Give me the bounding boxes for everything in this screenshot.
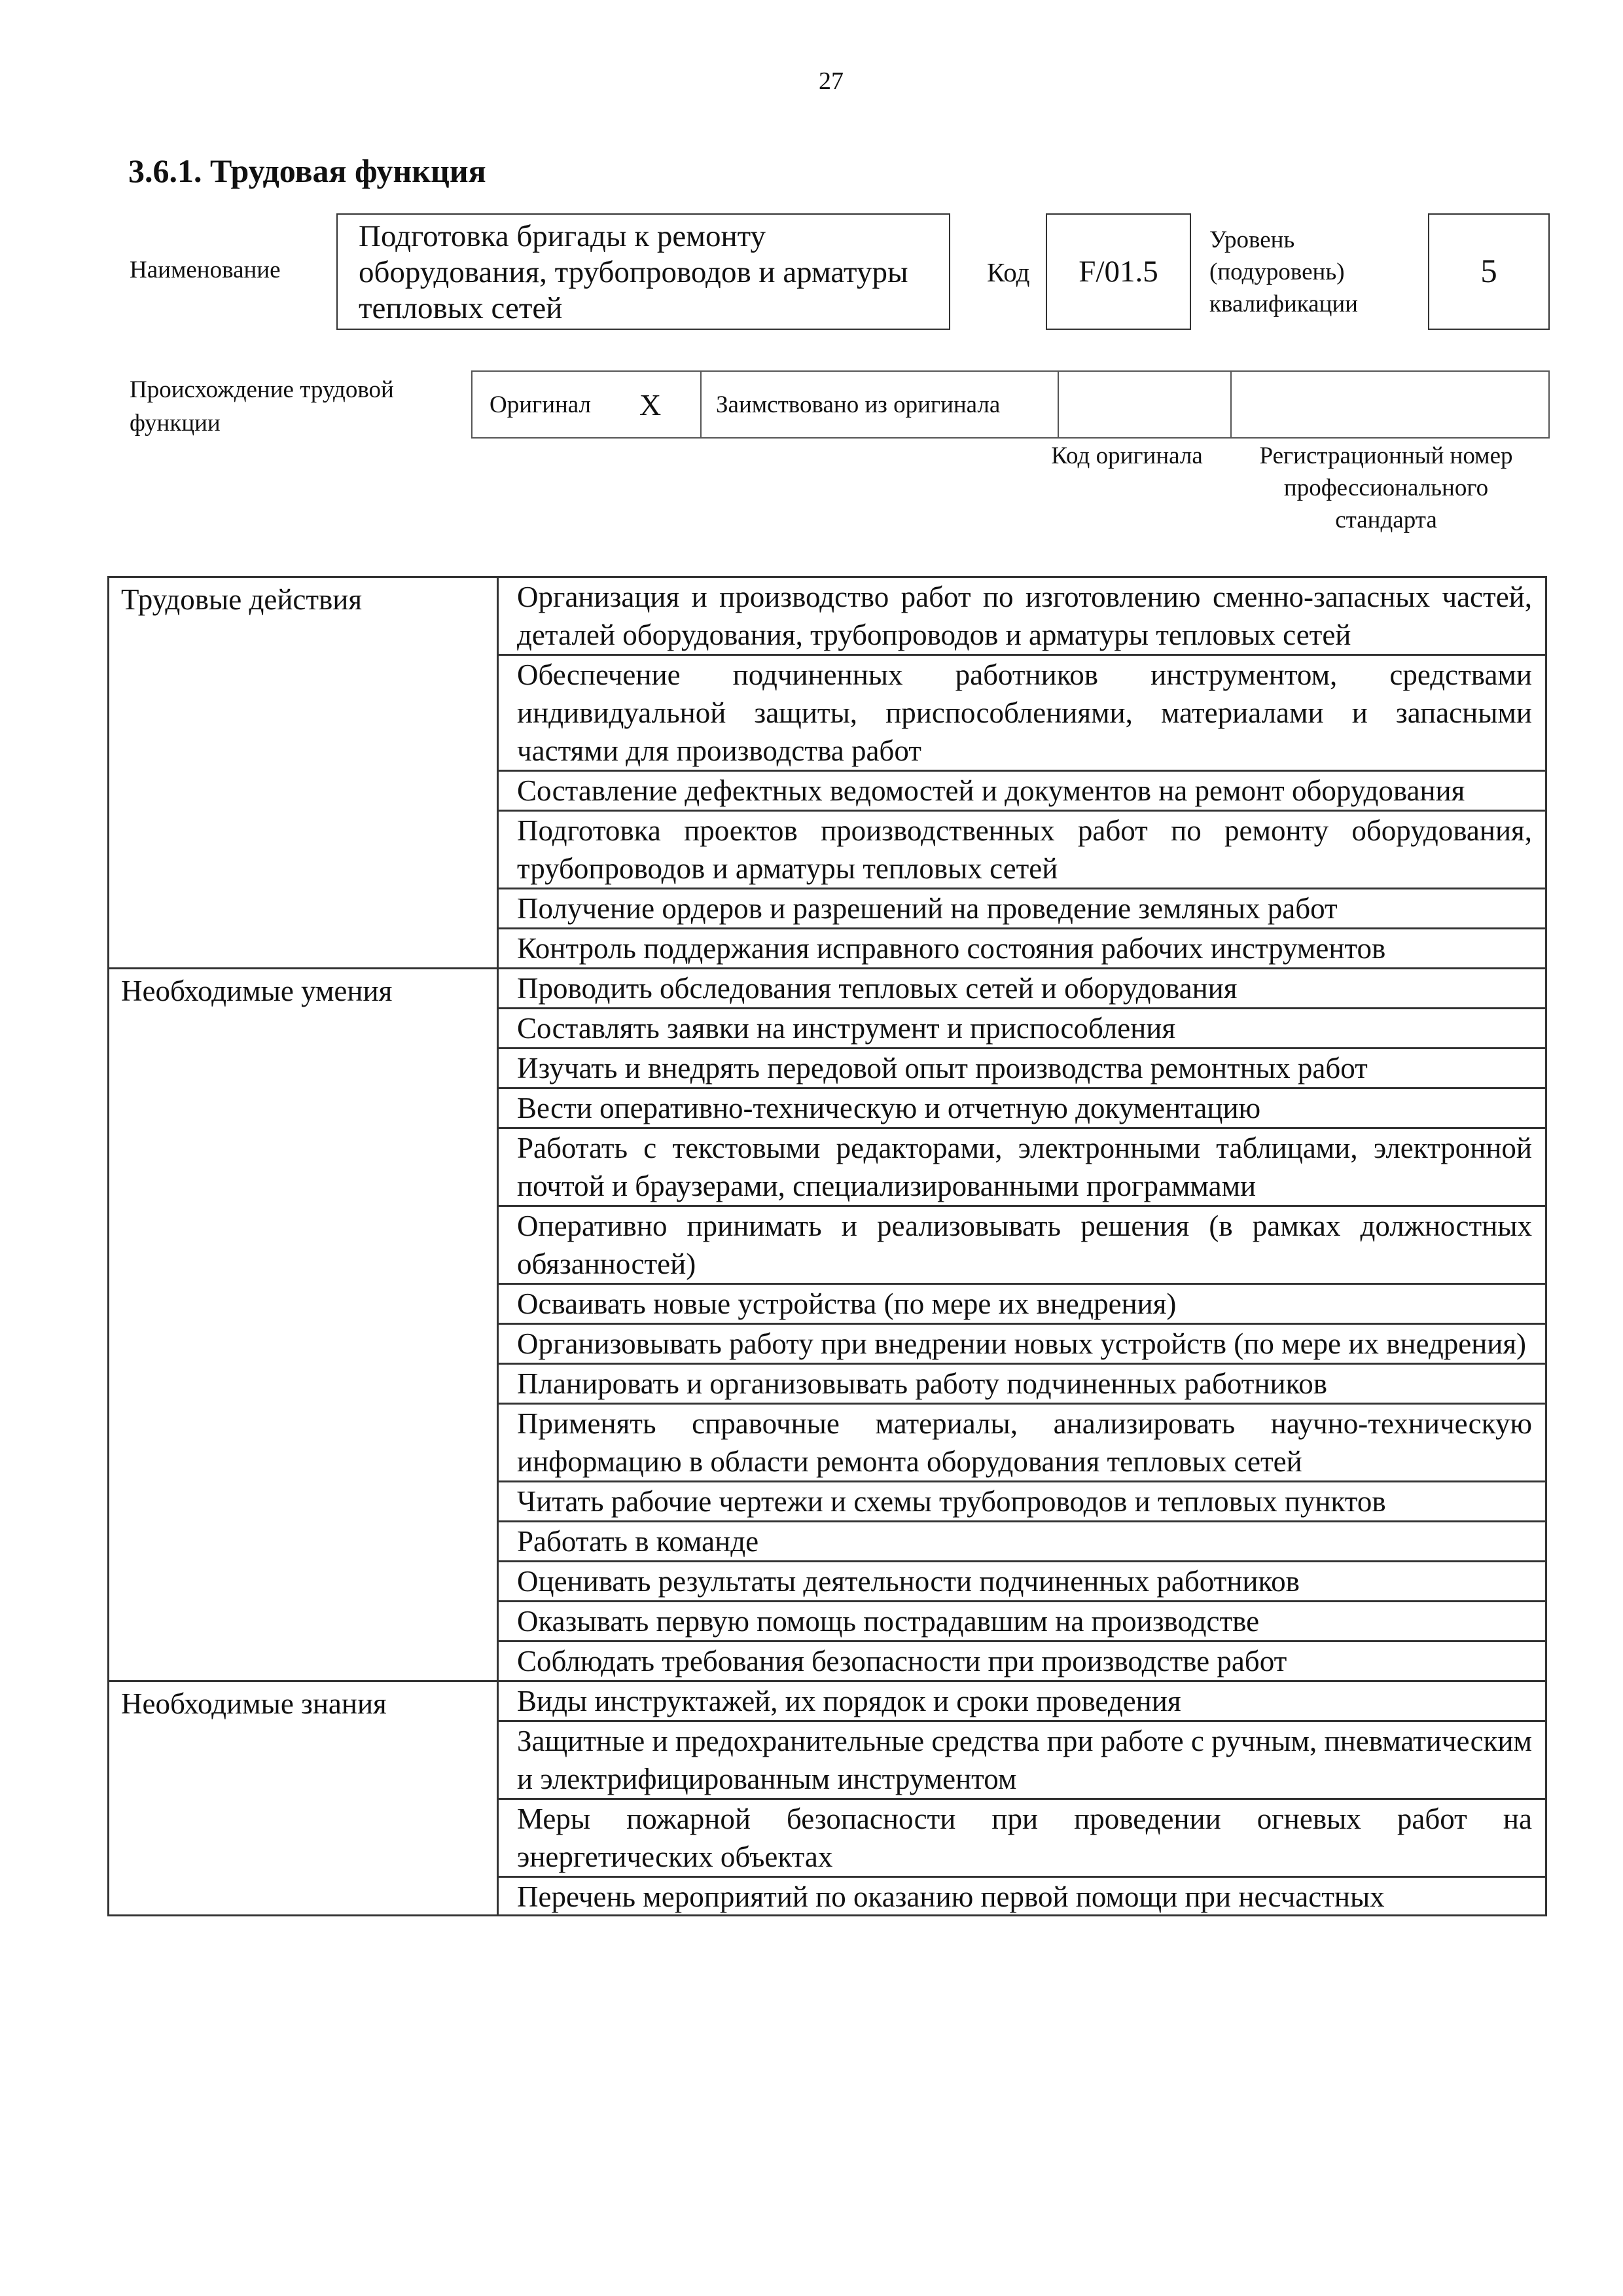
table-cell: Оценивать результаты деятельности подчиненных работников (498, 1562, 1546, 1602)
table-cell: Вести оперативно-техническую и отчетную документацию (498, 1088, 1546, 1128)
table-cell: Осваивать новые устройства (по мере их внедрения) (498, 1284, 1546, 1324)
function-name-box: Подготовка бригады к ремонту оборудования, трубопроводов и арматуры тепловых сетей (336, 213, 950, 330)
truncated-cell-text: Перечень мероприятий по оказанию первой помощи при несчастных (517, 1880, 1385, 1913)
table-cell: Меры пожарной безопасности при проведении огневых работ на энергетических объектах (498, 1799, 1546, 1877)
origin-original-cell (473, 372, 702, 437)
qualification-level-box: 5 (1428, 213, 1550, 330)
function-code-box: F/01.5 (1046, 213, 1191, 330)
original-mark: X (639, 387, 662, 422)
table-cell: Изучать и внедрять передовой опыт производства ремонтных работ (498, 1049, 1546, 1088)
table-cell: Составлять заявки на инструмент и приспособления (498, 1009, 1546, 1049)
table-cell: Работать в команде (498, 1522, 1546, 1562)
table-cell: Подготовка проектов производственных работ по ремонту оборудования, трубопроводов и арматуры тепловых сетей (498, 811, 1546, 889)
skills-category: Необходимые умения (109, 969, 498, 1681)
table-cell: Виды инструктажей, их порядок и сроки проведения (498, 1681, 1546, 1721)
section-title: 3.6.1. Трудовая функция (128, 152, 486, 189)
name-label: Наименование (130, 257, 281, 283)
table-cell: Обеспечение подчиненных работников инструментом, средствами индивидуальной защиты, приспособлениями, материалами и запасными частями для производства работ (498, 655, 1546, 771)
origin-label: Происхождение трудовой функции (130, 376, 394, 437)
table-cell: Организовывать работу при внедрении новых устройств (по мере их внедрения) (498, 1324, 1546, 1364)
origin-reg-number-cell (1232, 372, 1548, 437)
actions-category: Трудовые действия (109, 577, 498, 969)
table-cell: Оказывать первую помощь пострадавшим на производстве (498, 1602, 1546, 1641)
table-row (109, 969, 1546, 1009)
table-cell (498, 1877, 1546, 1916)
table-cell: Работать с текстовыми редакторами, электронными таблицами, электронной почтой и браузерами, специализированными программами (498, 1128, 1546, 1206)
table-cell: Применять справочные материалы, анализировать научно-техническую информацию в области ремонта оборудования тепловых сетей (498, 1404, 1546, 1482)
table-cell: Читать рабочие чертежи и схемы трубопроводов и тепловых пунктов (498, 1482, 1546, 1522)
original-label: Оригинал (490, 391, 592, 418)
origin-borrowed-cell (702, 372, 1059, 437)
knowledge-category: Необходимые знания (109, 1681, 498, 1916)
table-cell: Соблюдать требования безопасности при производстве работ (498, 1641, 1546, 1681)
origin-code-cell (1059, 372, 1232, 437)
table-row (109, 1681, 1546, 1721)
table-cell: Планировать и организовывать работу подчиненных работников (498, 1364, 1546, 1404)
table-cell: Защитные и предохранительные средства при работе с ручным, пневматическим и электрифицированным инструментом (498, 1721, 1546, 1799)
table-cell: Оперативно принимать и реализовывать решения (в рамках должностных обязанностей) (498, 1206, 1546, 1284)
table-cell: Контроль поддержания исправного состояния рабочих инструментов (498, 929, 1546, 969)
code-original-label: Код оригинала (1051, 442, 1203, 469)
code-label: Код (987, 257, 1030, 287)
origin-table (471, 370, 1550, 439)
function-details-table (107, 576, 1547, 1916)
reg-number-label: Регистрационный номер профессионального стандарта (1259, 442, 1513, 533)
table-cell: Составление дефектных ведомостей и документов на ремонт оборудования (498, 771, 1546, 811)
table-row (109, 577, 1546, 655)
table-cell: Организация и производство работ по изготовлению сменно-запасных частей, деталей оборудования, трубопроводов и арматуры тепловых сетей (498, 577, 1546, 655)
table-cell: Проводить обследования тепловых сетей и оборудования (498, 969, 1546, 1009)
table-cell: Получение ордеров и разрешений на проведение земляных работ (498, 889, 1546, 929)
borrowed-label: Заимствовано из оригинала (716, 391, 1001, 418)
qualification-level-label: Уровень (подуровень) квалификации (1209, 226, 1358, 317)
page-number: 27 (819, 67, 844, 95)
